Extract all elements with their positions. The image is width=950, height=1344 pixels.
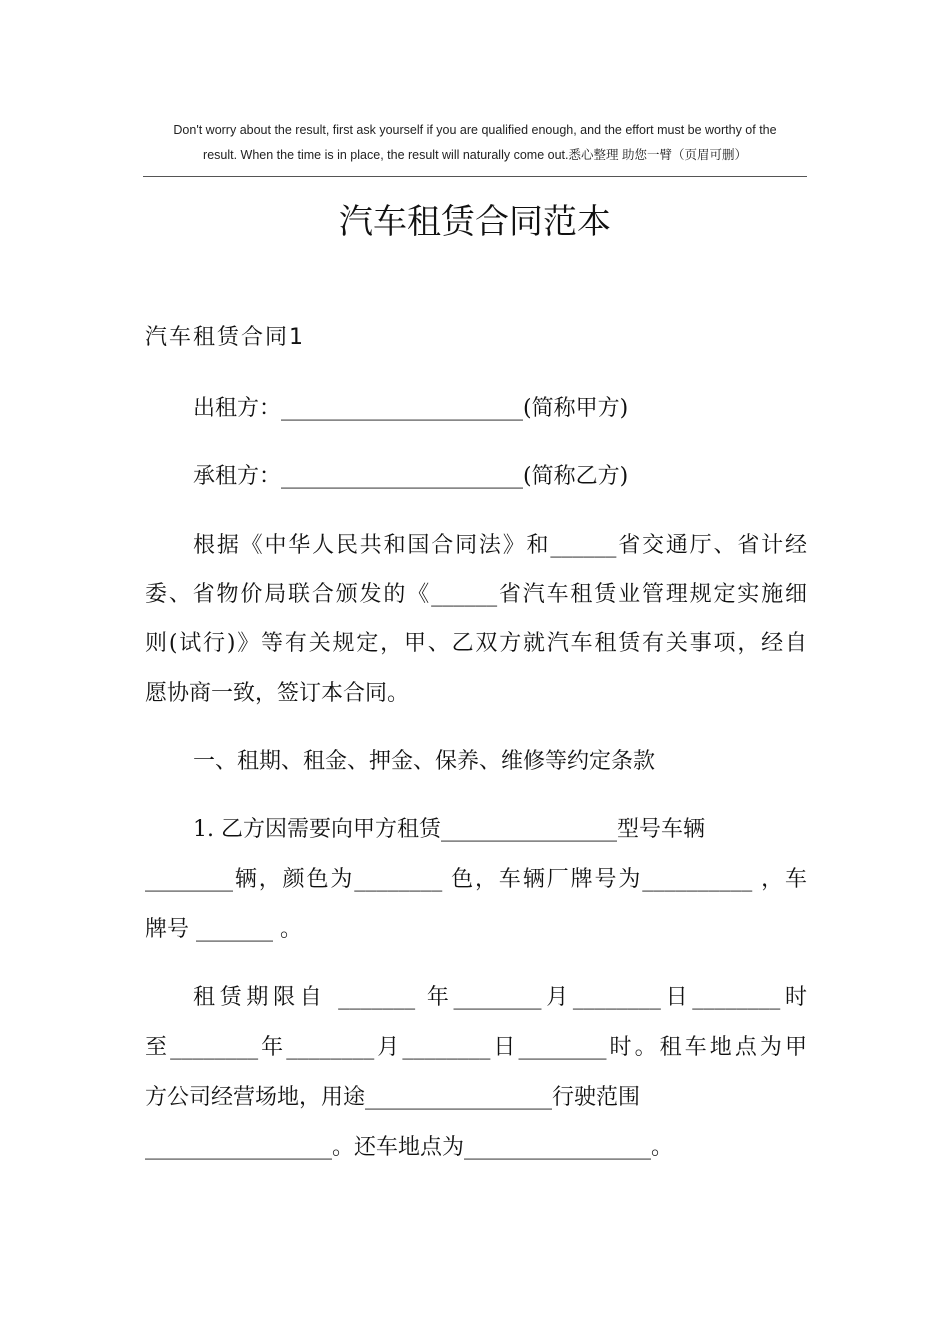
header-line-1: Don't worry about the result, first ask yourself if you are qualified enough, and the effort must be worthy of the: [173, 123, 777, 137]
clause-line: 租赁期限自 _______ 年________月________日________时: [193, 985, 807, 1010]
clause-line: 1. 乙方因需要向甲方租赁________________型号车辆: [193, 817, 705, 842]
clause-heading: 一、租期、租金、押金、保养、维修等约定条款: [193, 749, 656, 774]
clause-line: 至________年________月________日________时。租车地点为甲: [145, 1035, 807, 1060]
clause-line: 牌号 _______ 。: [145, 917, 302, 942]
section-heading: 汽车租赁合同1: [145, 325, 305, 350]
document-title: 汽车租赁合同范本: [339, 202, 611, 242]
clause-line: 方公司经营场地，用途_________________行驶范围: [145, 1085, 641, 1110]
paragraph-line: 委、省物价局联合颁发的《______省汽车租赁业管理规定实施细: [145, 582, 807, 607]
paragraph-line: 根据《中华人民共和国合同法》和______省交通厅、省计经: [193, 533, 807, 558]
header-rule: [143, 176, 807, 177]
lessee-line: 承租方：______________________(简称乙方): [193, 464, 629, 489]
paragraph-line: 则(试行)》等有关规定，甲、乙双方就汽车租赁有关事项，经自: [145, 631, 807, 656]
clause-line: ________辆，颜色为________ 色，车辆厂牌号为__________ ，车: [145, 867, 807, 892]
clause-line: _________________。还车地点为_________________。: [145, 1135, 674, 1160]
lessor-line: 出租方：______________________(简称甲方): [193, 396, 629, 421]
page-header: [143, 118, 807, 168]
paragraph-line: 愿协商一致，签订本合同。: [145, 681, 410, 706]
header-line-2: result. When the time is in place, the result will naturally come out.悉心整理 助您一臂（页眉可删）: [203, 148, 747, 162]
